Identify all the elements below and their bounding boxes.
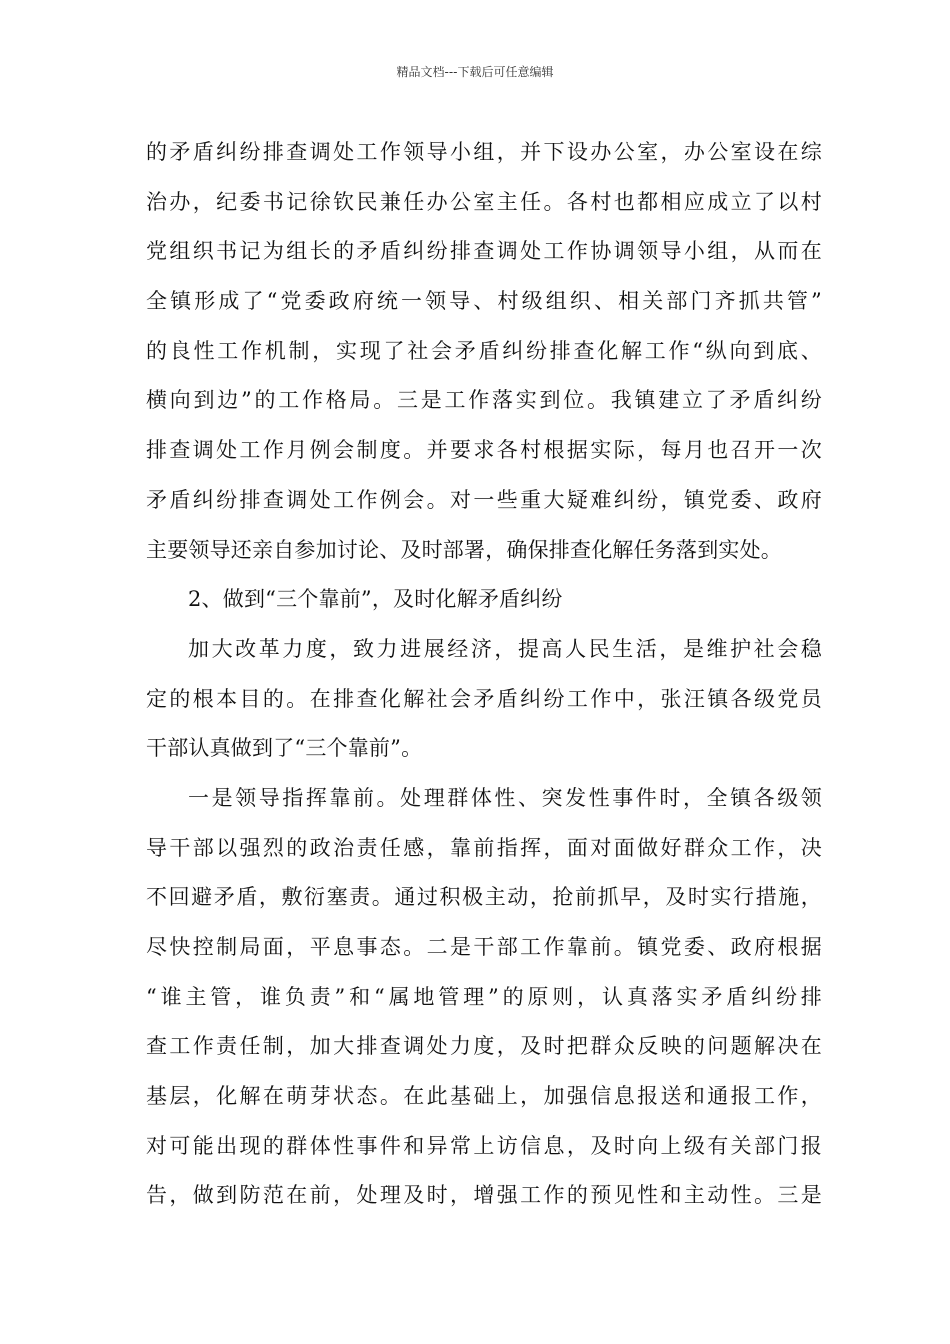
text-line: 横向到边”的工作格局。三是工作落实到位。我镇建立了矛盾纠纷	[146, 388, 822, 413]
text-line: 的良性工作机制，实现了社会矛盾纠纷排查化解工作“纵向到底、	[146, 338, 822, 363]
text-line: 告，做到防范在前，处理及时，增强工作的预见性和主动性。三是	[146, 1183, 822, 1208]
text-line: 尽快控制局面，平息事态。二是干部工作靠前。镇党委、政府根据	[146, 935, 822, 959]
text-line: 对可能出现的群体性事件和异常上访信息，及时向上级有关部门报	[146, 1133, 822, 1158]
text-line: 一是领导指挥靠前。处理群体性、突发性事件时，全镇各级领	[188, 785, 822, 810]
text-line: 加大改革力度，致力进展经济，提高人民生活，是维护社会稳	[188, 636, 822, 661]
text-line: 排查调处工作月例会制度。并要求各村根据实际，每月也召开一次	[146, 438, 822, 463]
text-line: 定的根本目的。在排查化解社会矛盾纠纷工作中，张汪镇各级党员	[146, 686, 822, 711]
text-line: 干部认真做到了“三个靠前”。	[146, 736, 423, 761]
body-text	[146, 128, 822, 1221]
text-line: 党组织书记为组长的矛盾纠纷排查调处工作协调领导小组，从而在	[146, 239, 822, 264]
text-line: 查工作责任制，加大排查调处力度，及时把群众反映的问题解决在	[146, 1034, 822, 1059]
text-line: 不回避矛盾，敷衍塞责。通过积极主动，抢前抓早，及时实行措施，	[146, 885, 822, 910]
text-line: 矛盾纠纷排查调处工作例会。对一些重大疑难纠纷，镇党委、政府	[146, 487, 822, 512]
text-line: 基层，化解在萌芽状态。在此基础上，加强信息报送和通报工作，	[146, 1084, 822, 1109]
section-heading: 2、做到“三个靠前”，及时化解矛盾纠纷	[188, 587, 563, 612]
page-header: 精品文档---下载后可任意编辑	[396, 65, 554, 79]
text-line: 全镇形成了“党委政府统一领导、村级组织、相关部门齐抓共管”	[146, 289, 822, 314]
text-line: 主要领导还亲自参加讨论、及时部署，确保排查化解任务落到实处。	[146, 537, 782, 562]
text-line: “谁主管，谁负责”和“属地管理”的原则，认真落实矛盾纠纷排	[146, 984, 822, 1009]
text-line: 导干部以强烈的政治责任感，靠前指挥，面对面做好群众工作，决	[146, 835, 822, 860]
text-line: 治办，纪委书记徐钦民兼任办公室主任。各村也都相应成立了以村	[146, 189, 822, 214]
text-line: 的矛盾纠纷排查调处工作领导小组，并下设办公室，办公室设在综	[146, 140, 822, 164]
